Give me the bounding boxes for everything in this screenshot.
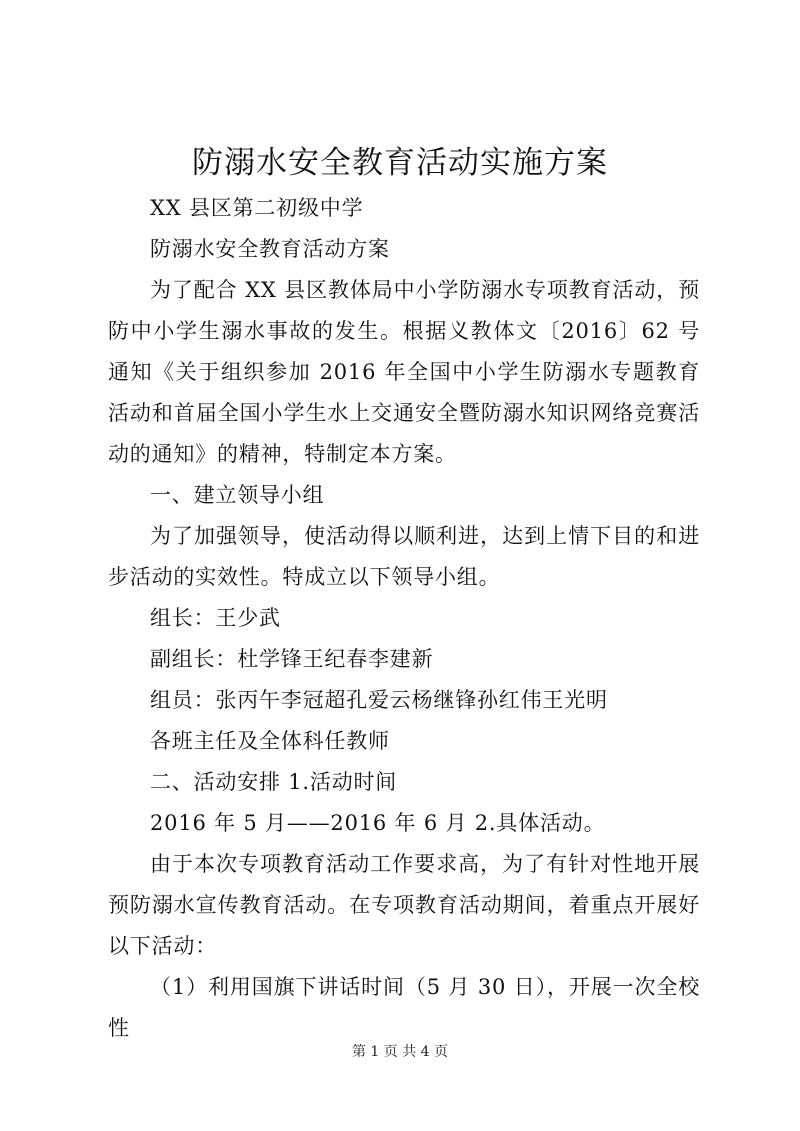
team-leader-line: 组长：王少武	[150, 606, 281, 630]
members-line: 组员：张丙午李冠超孔爱云杨继锋孙红伟王光明	[150, 688, 608, 712]
activity-item-1: （1）利用国旗下讲话时间（5 月 30 日），开展一次全校性	[108, 975, 700, 1040]
document-body	[108, 188, 700, 1049]
leadership-paragraph: 为了加强领导，使活动得以顺利进，达到上情下目的和进步活动的实效性。特成立以下领导小组。	[108, 524, 700, 589]
activity-period-line: 2016 年 5 月——2016 年 6 月 2.具体活动。	[150, 811, 606, 835]
intro-paragraph: 为了配合 XX 县区教体局中小学防溺水专项教育活动，预防中小学生溺水事故的发生。根据义教体文〔2016〕62 号通知《关于组织参加 2016 年全国中小学生防溺水专题教育活动和首届全国小学生水上交通安全暨防溺水知识网络竞赛活动的通知》的精神，特制定本方案。	[108, 278, 700, 466]
deputy-leader-line: 副组长：杜学锋王纪春李建新	[150, 647, 434, 671]
school-name: XX 县区第二初级中学	[150, 196, 364, 220]
page-footer: 第 1 页 共 4 页	[351, 1044, 449, 1060]
plan-subtitle: 防溺水安全教育活动方案	[150, 237, 390, 261]
teachers-line: 各班主任及全体科任教师	[150, 729, 390, 753]
section-heading-leadership: 一、建立领导小组	[150, 483, 325, 507]
document-title: 防溺水安全教育活动实施方案	[192, 145, 608, 181]
section-heading-activities: 二、活动安排 1.活动时间	[150, 770, 398, 794]
activity-description-paragraph: 由于本次专项教育活动工作要求高，为了有针对性地开展预防溺水宣传教育活动。在专项教育活动期间，着重点开展好以下活动：	[108, 852, 700, 958]
